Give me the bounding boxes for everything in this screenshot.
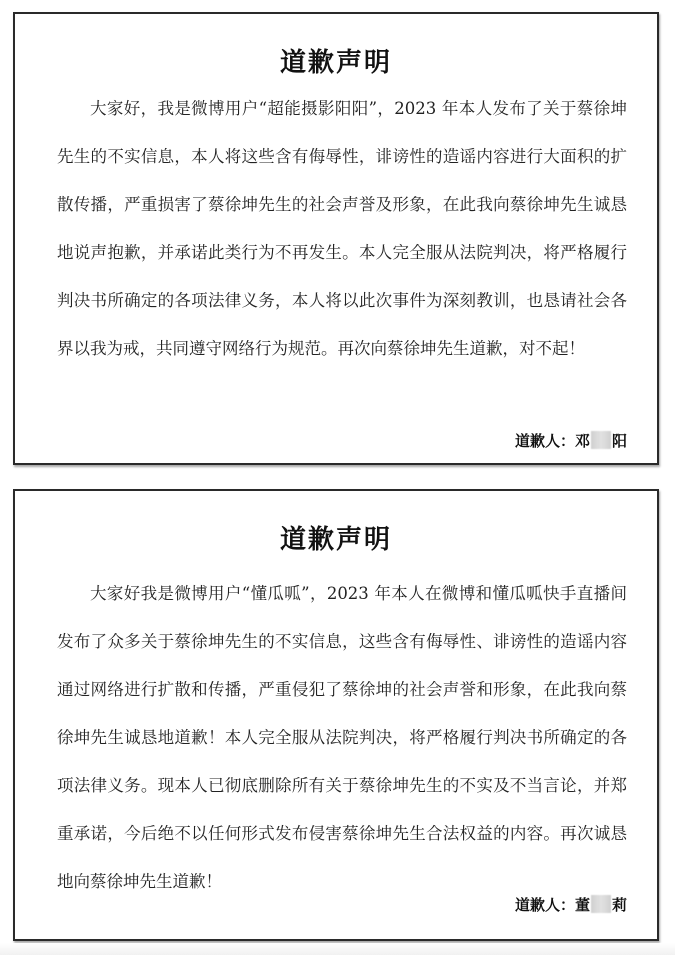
signature-label: 道歉人： — [514, 432, 575, 450]
apology-statement-2 — [13, 489, 659, 941]
statement-title: 道歉声明 — [279, 48, 392, 78]
statement-body: 大家好我是微博用户“懂瓜呱”，2023 年本人在微博和懂瓜呱快手直播间发布了众多关于蔡徐坤先生的不实信息，这些含有侮辱性、诽谤性的造谣内容通过网络进行扩散和传播，严重侵犯了蔡徐坤的社会声誉和形象，在此我向蔡徐坤先生诚恳地道歉！本人完全服从法院判决，将严格履行判决书所确定的各项法律义务。现本人已彻底删除所有关于蔡徐坤先生的不实及不当言论，并郑重承诺，今后绝不以任何形式发布侵害蔡徐坤先生合法权益的内容。再次诚恳地向蔡徐坤先生道歉！ — [57, 584, 627, 891]
signature — [515, 430, 627, 451]
signature-surname: 董 — [574, 896, 590, 914]
redaction-block — [591, 431, 611, 449]
apology-statement-1 — [13, 12, 659, 465]
signature-label: 道歉人： — [514, 896, 575, 914]
signature — [515, 894, 627, 915]
page-bottom-edge — [0, 943, 675, 955]
signature-given-name: 阳 — [611, 432, 627, 450]
redaction-block — [591, 895, 611, 913]
signature-surname: 邓 — [574, 432, 590, 450]
statement-body: 大家好，我是微博用户“超能摄影阳阳”，2023 年本人发布了关于蔡徐坤先生的不实信息，本人将这些含有侮辱性，诽谤性的造谣内容进行大面积的扩散传播，严重损害了蔡徐坤先生的社会声誉及形象，在此我向蔡徐坤先生诚恳地说声抱歉，并承诺此类行为不再发生。本人完全服从法院判决，将严格履行判决书所确定的各项法律义务，本人将以此次事件为深刻教训，也恳请社会各界以我为戒，共同遵守网络行为规范。再次向蔡徐坤先生道歉，对不起！ — [57, 99, 627, 358]
signature-given-name: 莉 — [611, 896, 627, 914]
statement-title: 道歉声明 — [279, 525, 392, 555]
